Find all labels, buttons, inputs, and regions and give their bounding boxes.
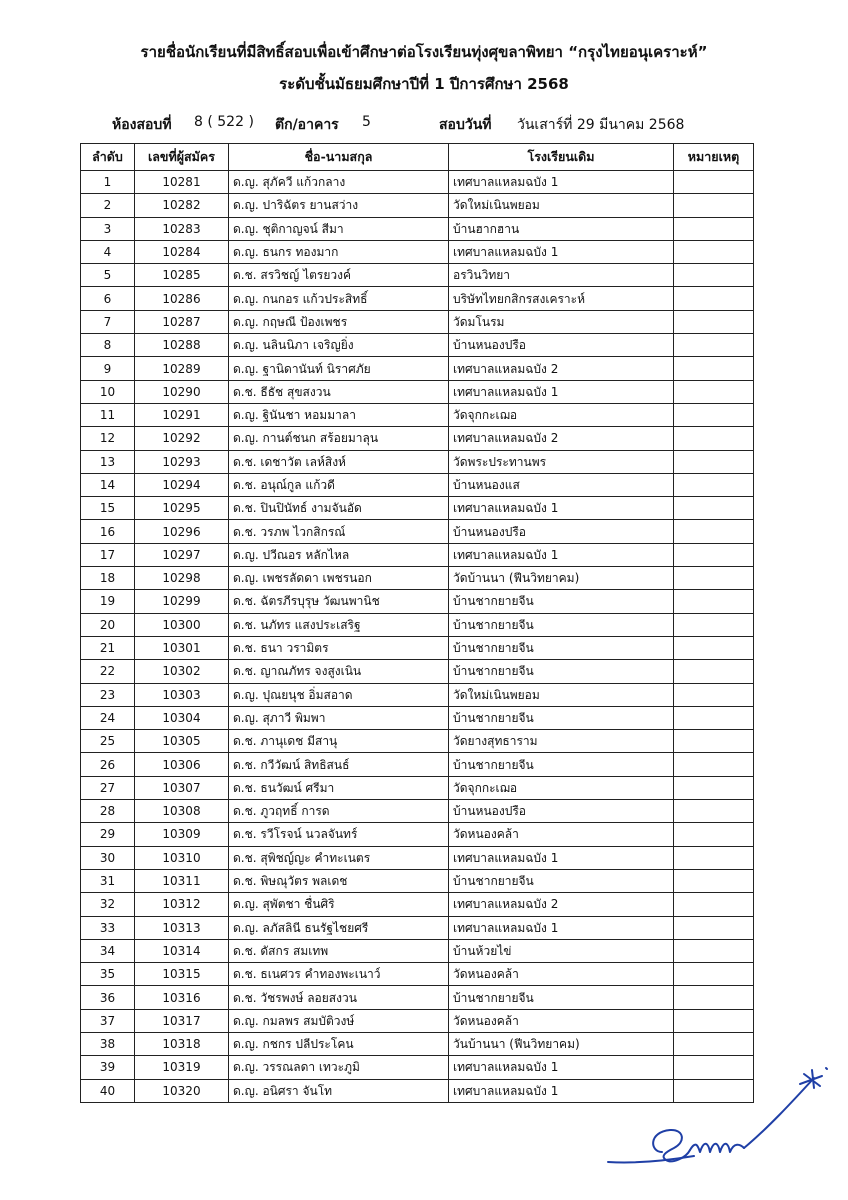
student-name: ด.ญ. ปุณยนุช อิ่มสอาด bbox=[229, 683, 449, 706]
row-number: 38 bbox=[81, 1032, 135, 1055]
student-name: ด.ช. ปินปินัทธ์ งามจันอัด bbox=[229, 497, 449, 520]
remarks bbox=[674, 217, 754, 240]
student-name: ด.ญ. เพชรลัดดา เพชรนอก bbox=[229, 567, 449, 590]
previous-school: บ้านหนองแส bbox=[449, 473, 674, 496]
row-number: 23 bbox=[81, 683, 135, 706]
previous-school: เทศบาลแหลมฉบัง 1 bbox=[449, 1056, 674, 1079]
row-number: 4 bbox=[81, 240, 135, 263]
applicant-id: 10281 bbox=[135, 171, 229, 194]
previous-school: บ้านชากยายจีน bbox=[449, 636, 674, 659]
applicant-id: 10298 bbox=[135, 567, 229, 590]
row-number: 2 bbox=[81, 194, 135, 217]
previous-school: วัดยางสุทธาราม bbox=[449, 730, 674, 753]
remarks bbox=[674, 776, 754, 799]
building-value: 5 bbox=[362, 114, 371, 130]
remarks bbox=[674, 427, 754, 450]
document-title: รายชื่อนักเรียนที่มีสิทธิ์สอบเพื่อเข้าศึกษาต่อโรงเรียนทุ่งศุขลาพิทยา “กรุงไทยอนุเคราะห์” bbox=[140, 43, 708, 61]
remarks bbox=[674, 567, 754, 590]
table-row bbox=[81, 1032, 754, 1055]
row-number: 17 bbox=[81, 543, 135, 566]
table-row bbox=[81, 636, 754, 659]
row-number: 24 bbox=[81, 706, 135, 729]
table-row bbox=[81, 171, 754, 194]
student-name: ด.ช. ภานุเดช มีสานุ bbox=[229, 730, 449, 753]
row-number: 31 bbox=[81, 869, 135, 892]
previous-school: บ้านชากยายจีน bbox=[449, 590, 674, 613]
applicant-id: 10284 bbox=[135, 240, 229, 263]
student-name: ด.ญ. วรรณลดา เทวะภูมิ bbox=[229, 1056, 449, 1079]
remarks bbox=[674, 753, 754, 776]
student-name: ด.ช. ฉัตรภีรบุรุษ วัฒนพานิช bbox=[229, 590, 449, 613]
previous-school: เทศบาลแหลมฉบัง 1 bbox=[449, 240, 674, 263]
previous-school: เทศบาลแหลมฉบัง 2 bbox=[449, 357, 674, 380]
table-row bbox=[81, 194, 754, 217]
previous-school: บ้านชากยายจีน bbox=[449, 613, 674, 636]
student-name: ด.ญ. กชกร ปลีประโคน bbox=[229, 1032, 449, 1055]
applicant-id: 10320 bbox=[135, 1079, 229, 1102]
row-number: 1 bbox=[81, 171, 135, 194]
table-row bbox=[81, 683, 754, 706]
row-number: 8 bbox=[81, 334, 135, 357]
remarks bbox=[674, 613, 754, 636]
applicant-id: 10282 bbox=[135, 194, 229, 217]
remarks bbox=[674, 636, 754, 659]
row-number: 39 bbox=[81, 1056, 135, 1079]
previous-school: บริษัทไทยกสิกรสงเคราะห์ bbox=[449, 287, 674, 310]
previous-school: เทศบาลแหลมฉบัง 1 bbox=[449, 543, 674, 566]
row-number: 7 bbox=[81, 310, 135, 333]
student-name: ด.ญ. สุภาวี พิมพา bbox=[229, 706, 449, 729]
applicant-id: 10318 bbox=[135, 1032, 229, 1055]
student-name: ด.ช. สุพิชญ์ญะ คำทะเนตร bbox=[229, 846, 449, 869]
table-row bbox=[81, 543, 754, 566]
remarks bbox=[674, 520, 754, 543]
remarks bbox=[674, 473, 754, 496]
remarks bbox=[674, 986, 754, 1009]
column-header-previous-school: โรงเรียนเดิม bbox=[449, 144, 674, 171]
column-header-remarks: หมายเหตุ bbox=[674, 144, 754, 171]
remarks bbox=[674, 730, 754, 753]
previous-school: วันบ้านนา (ฟีนวิทยาคม) bbox=[449, 1032, 674, 1055]
student-name: ด.ญ. กมลพร สมบัติวงษ์ bbox=[229, 1009, 449, 1032]
student-roster-table bbox=[80, 143, 754, 1103]
remarks bbox=[674, 264, 754, 287]
row-number: 26 bbox=[81, 753, 135, 776]
applicant-id: 10292 bbox=[135, 427, 229, 450]
table-row bbox=[81, 1009, 754, 1032]
student-name: ด.ช. วรภพ ไวกสิกรณ์ bbox=[229, 520, 449, 543]
applicant-id: 10302 bbox=[135, 660, 229, 683]
applicant-id: 10285 bbox=[135, 264, 229, 287]
remarks bbox=[674, 171, 754, 194]
remarks bbox=[674, 823, 754, 846]
exam-room-info bbox=[0, 114, 848, 136]
previous-school: เทศบาลแหลมฉบัง 1 bbox=[449, 380, 674, 403]
student-name: ด.ช. นภัทร แสงประเสริฐ bbox=[229, 613, 449, 636]
applicant-id: 10286 bbox=[135, 287, 229, 310]
table-row bbox=[81, 287, 754, 310]
previous-school: เทศบาลแหลมฉบัง 2 bbox=[449, 893, 674, 916]
student-name: ด.ช. ธีธัช สุขสงวน bbox=[229, 380, 449, 403]
applicant-id: 10309 bbox=[135, 823, 229, 846]
row-number: 5 bbox=[81, 264, 135, 287]
student-name: ด.ช. วัชรพงษ์ ลอยสงวน bbox=[229, 986, 449, 1009]
previous-school: บ้านหนองปรือ bbox=[449, 800, 674, 823]
signature-scribble bbox=[690, 1144, 744, 1152]
row-number: 34 bbox=[81, 939, 135, 962]
signature bbox=[600, 1060, 830, 1170]
previous-school: วัดหนองคล้า bbox=[449, 823, 674, 846]
student-name: ด.ญ. สุพัตชา ชื่นศิริ bbox=[229, 893, 449, 916]
row-number: 28 bbox=[81, 800, 135, 823]
row-number: 37 bbox=[81, 1009, 135, 1032]
previous-school: วัดใหม่เนินพยอม bbox=[449, 683, 674, 706]
remarks bbox=[674, 939, 754, 962]
remarks bbox=[674, 380, 754, 403]
applicant-id: 10299 bbox=[135, 590, 229, 613]
remarks bbox=[674, 590, 754, 613]
applicant-id: 10288 bbox=[135, 334, 229, 357]
table-header-row bbox=[81, 144, 754, 171]
signature-star bbox=[800, 1070, 822, 1088]
applicant-id: 10294 bbox=[135, 473, 229, 496]
table-row bbox=[81, 450, 754, 473]
remarks bbox=[674, 403, 754, 426]
remarks bbox=[674, 963, 754, 986]
applicant-id: 10305 bbox=[135, 730, 229, 753]
previous-school: วัดหนองคล้า bbox=[449, 1009, 674, 1032]
remarks bbox=[674, 916, 754, 939]
remarks bbox=[674, 706, 754, 729]
remarks bbox=[674, 194, 754, 217]
applicant-id: 10307 bbox=[135, 776, 229, 799]
applicant-id: 10296 bbox=[135, 520, 229, 543]
building-label: ตึก/อาคาร bbox=[275, 117, 339, 133]
applicant-id: 10312 bbox=[135, 893, 229, 916]
applicant-id: 10303 bbox=[135, 683, 229, 706]
table-row bbox=[81, 264, 754, 287]
remarks bbox=[674, 1032, 754, 1055]
student-name: ด.ญ. ฐานิดานันท์ นิราศภัย bbox=[229, 357, 449, 380]
remarks bbox=[674, 497, 754, 520]
student-name: ด.ช. เดชาวัต เลห์สิงห์ bbox=[229, 450, 449, 473]
remarks bbox=[674, 846, 754, 869]
previous-school: บ้านชากยายจีน bbox=[449, 753, 674, 776]
previous-school: บ้านชากยายจีน bbox=[449, 660, 674, 683]
remarks bbox=[674, 683, 754, 706]
remarks bbox=[674, 800, 754, 823]
applicant-id: 10293 bbox=[135, 450, 229, 473]
row-number: 21 bbox=[81, 636, 135, 659]
table-row bbox=[81, 590, 754, 613]
applicant-id: 10289 bbox=[135, 357, 229, 380]
row-number: 20 bbox=[81, 613, 135, 636]
table-row bbox=[81, 660, 754, 683]
remarks bbox=[674, 240, 754, 263]
room-label: ห้องสอบที่ bbox=[112, 117, 172, 133]
previous-school: วัดใหม่เนินพยอม bbox=[449, 194, 674, 217]
row-number: 35 bbox=[81, 963, 135, 986]
table-row bbox=[81, 753, 754, 776]
table-row bbox=[81, 706, 754, 729]
previous-school: วัดจุกกะเฌอ bbox=[449, 776, 674, 799]
row-number: 15 bbox=[81, 497, 135, 520]
applicant-id: 10300 bbox=[135, 613, 229, 636]
table-row bbox=[81, 217, 754, 240]
row-number: 33 bbox=[81, 916, 135, 939]
table-row bbox=[81, 473, 754, 496]
row-number: 12 bbox=[81, 427, 135, 450]
row-number: 13 bbox=[81, 450, 135, 473]
row-number: 32 bbox=[81, 893, 135, 916]
previous-school: บ้านห้วยไข่ bbox=[449, 939, 674, 962]
row-number: 36 bbox=[81, 986, 135, 1009]
row-number: 3 bbox=[81, 217, 135, 240]
table-row bbox=[81, 846, 754, 869]
row-number: 25 bbox=[81, 730, 135, 753]
student-name: ด.ช. ธเนศวร คำทองพะเนาว์ bbox=[229, 963, 449, 986]
exam-date-value: วันเสาร์ที่ 29 มีนาคม 2568 bbox=[517, 117, 685, 133]
previous-school: อรวินวิทยา bbox=[449, 264, 674, 287]
row-number: 6 bbox=[81, 287, 135, 310]
table-row bbox=[81, 869, 754, 892]
signature-flourish bbox=[744, 1078, 814, 1148]
applicant-id: 10311 bbox=[135, 869, 229, 892]
row-number: 40 bbox=[81, 1079, 135, 1102]
remarks bbox=[674, 357, 754, 380]
student-name: ด.ช. กวีวัฒน์ สิทธิสนธ์ bbox=[229, 753, 449, 776]
table-row bbox=[81, 800, 754, 823]
previous-school: วัดบ้านนา (ฟีนวิทยาคม) bbox=[449, 567, 674, 590]
column-header-applicant-id: เลขที่ผู้สมัคร bbox=[135, 144, 229, 171]
column-header-name: ชื่อ-นามสกุล bbox=[229, 144, 449, 171]
applicant-id: 10291 bbox=[135, 403, 229, 426]
remarks bbox=[674, 660, 754, 683]
table-row bbox=[81, 893, 754, 916]
student-name: ด.ช. รวีโรจน์ นวลจันทร์ bbox=[229, 823, 449, 846]
previous-school: บ้านฮากฮาน bbox=[449, 217, 674, 240]
student-name: ด.ช. สรวิชญ์ ไตรยวงค์ bbox=[229, 264, 449, 287]
row-number: 9 bbox=[81, 357, 135, 380]
table-row bbox=[81, 520, 754, 543]
previous-school: เทศบาลแหลมฉบัง 1 bbox=[449, 171, 674, 194]
student-name: ด.ญ. กานต์ชนก สร้อยมาลุน bbox=[229, 427, 449, 450]
student-name: ด.ญ. นลินนิภา เจริญยิ่ง bbox=[229, 334, 449, 357]
applicant-id: 10290 bbox=[135, 380, 229, 403]
applicant-id: 10319 bbox=[135, 1056, 229, 1079]
applicant-id: 10315 bbox=[135, 963, 229, 986]
student-name: ด.ช. ญาณภัทร จงสูงเนิน bbox=[229, 660, 449, 683]
remarks bbox=[674, 893, 754, 916]
table-row bbox=[81, 403, 754, 426]
student-name: ด.ญ. กฤษณี ป้องเพชร bbox=[229, 310, 449, 333]
remarks bbox=[674, 1009, 754, 1032]
student-name: ด.ญ. ปวีณอร หลักไหล bbox=[229, 543, 449, 566]
table-row bbox=[81, 916, 754, 939]
row-number: 19 bbox=[81, 590, 135, 613]
remarks bbox=[674, 310, 754, 333]
previous-school: วัดจุกกะเฌอ bbox=[449, 403, 674, 426]
column-header-number: ลำดับ bbox=[81, 144, 135, 171]
remarks bbox=[674, 287, 754, 310]
room-value: 8 ( 522 ) bbox=[194, 114, 254, 130]
applicant-id: 10304 bbox=[135, 706, 229, 729]
applicant-id: 10295 bbox=[135, 497, 229, 520]
row-number: 27 bbox=[81, 776, 135, 799]
table-row bbox=[81, 567, 754, 590]
student-name: ด.ญ. ลภัสลินี ธนรัฐไชยศรี bbox=[229, 916, 449, 939]
row-number: 22 bbox=[81, 660, 135, 683]
row-number: 14 bbox=[81, 473, 135, 496]
student-name: ด.ญ. ชุติกาญจน์ สีมา bbox=[229, 217, 449, 240]
previous-school: เทศบาลแหลมฉบัง 1 bbox=[449, 497, 674, 520]
table-row bbox=[81, 986, 754, 1009]
applicant-id: 10314 bbox=[135, 939, 229, 962]
previous-school: เทศบาลแหลมฉบัง 1 bbox=[449, 1079, 674, 1102]
table-row bbox=[81, 357, 754, 380]
table-row bbox=[81, 427, 754, 450]
row-number: 11 bbox=[81, 403, 135, 426]
student-name: ด.ญ. กนกอร แก้วประสิทธิ์ bbox=[229, 287, 449, 310]
applicant-id: 10287 bbox=[135, 310, 229, 333]
remarks bbox=[674, 869, 754, 892]
student-name: ด.ญ. ธนกร ทองมาก bbox=[229, 240, 449, 263]
previous-school: วัดมโนรม bbox=[449, 310, 674, 333]
student-name: ด.ญ. ปาริฉัตร ยานสว่าง bbox=[229, 194, 449, 217]
student-name: ด.ญ. สุภัควี แก้วกลาง bbox=[229, 171, 449, 194]
student-name: ด.ช. ธนวัฒน์ ศรีมา bbox=[229, 776, 449, 799]
previous-school: บ้านชากยายจีน bbox=[449, 706, 674, 729]
previous-school: เทศบาลแหลมฉบัง 2 bbox=[449, 427, 674, 450]
previous-school: วัดพระประทานพร bbox=[449, 450, 674, 473]
table-row bbox=[81, 334, 754, 357]
table-row bbox=[81, 497, 754, 520]
student-name: ด.ช. ดัสกร สมเทพ bbox=[229, 939, 449, 962]
previous-school: เทศบาลแหลมฉบัง 1 bbox=[449, 916, 674, 939]
previous-school: บ้านชากยายจีน bbox=[449, 986, 674, 1009]
table-row bbox=[81, 823, 754, 846]
row-number: 30 bbox=[81, 846, 135, 869]
table-row bbox=[81, 310, 754, 333]
student-name: ด.ญ. ฐินันชา หอมมาลา bbox=[229, 403, 449, 426]
table-row bbox=[81, 776, 754, 799]
table-row bbox=[81, 240, 754, 263]
table-row bbox=[81, 613, 754, 636]
table-row bbox=[81, 939, 754, 962]
applicant-id: 10310 bbox=[135, 846, 229, 869]
signature-strokes bbox=[608, 1068, 827, 1163]
applicant-id: 10297 bbox=[135, 543, 229, 566]
student-name: ด.ช. อนุณ์กูล แก้วดี bbox=[229, 473, 449, 496]
signature-dot bbox=[826, 1068, 827, 1069]
previous-school: บ้านชากยายจีน bbox=[449, 869, 674, 892]
table-row bbox=[81, 380, 754, 403]
table-row bbox=[81, 963, 754, 986]
applicant-id: 10316 bbox=[135, 986, 229, 1009]
student-name: ด.ช. ภูวฤทธิ์ การด bbox=[229, 800, 449, 823]
previous-school: เทศบาลแหลมฉบัง 1 bbox=[449, 846, 674, 869]
applicant-id: 10283 bbox=[135, 217, 229, 240]
exam-date-label: สอบวันที่ bbox=[439, 117, 492, 133]
remarks bbox=[674, 334, 754, 357]
applicant-id: 10308 bbox=[135, 800, 229, 823]
previous-school: วัดหนองคล้า bbox=[449, 963, 674, 986]
student-name: ด.ช. ธนา วรามิตร bbox=[229, 636, 449, 659]
applicant-id: 10313 bbox=[135, 916, 229, 939]
row-number: 29 bbox=[81, 823, 135, 846]
previous-school: บ้านหนองปรือ bbox=[449, 520, 674, 543]
student-name: ด.ญ. อนิศรา จันโท bbox=[229, 1079, 449, 1102]
previous-school: บ้านหนองปรือ bbox=[449, 334, 674, 357]
table-row bbox=[81, 730, 754, 753]
applicant-id: 10301 bbox=[135, 636, 229, 659]
student-name: ด.ช. พิษณุวัตร พลเดช bbox=[229, 869, 449, 892]
remarks bbox=[674, 450, 754, 473]
row-number: 10 bbox=[81, 380, 135, 403]
document-subtitle: ระดับชั้นมัธยมศึกษาปีที่ 1 ปีการศึกษา 2568 bbox=[279, 75, 569, 93]
row-number: 18 bbox=[81, 567, 135, 590]
remarks bbox=[674, 543, 754, 566]
applicant-id: 10306 bbox=[135, 753, 229, 776]
row-number: 16 bbox=[81, 520, 135, 543]
applicant-id: 10317 bbox=[135, 1009, 229, 1032]
